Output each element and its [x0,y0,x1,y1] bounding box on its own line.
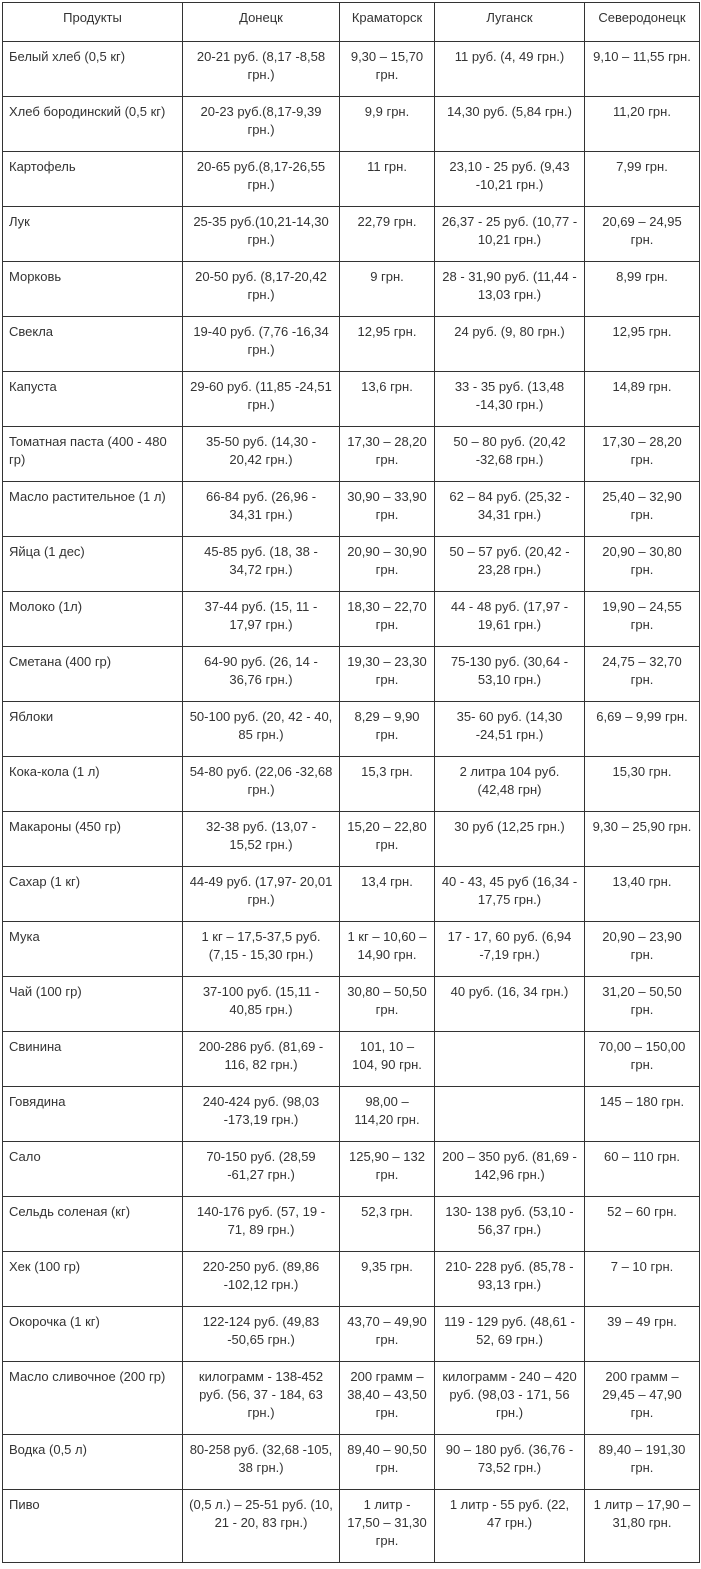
table-row [3,42,700,97]
table-header [3,3,700,42]
cell-donetsk: (0,5 л.) – 25-51 руб. (10, 21 - 20, 83 грн.) [183,1490,340,1563]
cell-lugansk: 1 литр - 55 руб. (22, 47 грн.) [435,1490,585,1563]
cell-product: Чай (100 гр) [3,977,183,1032]
table-row [3,647,700,702]
cell-lugansk: килограмм - 240 – 420 руб. (98,03 - 171, 56 грн.) [435,1362,585,1435]
cell-kramatorsk: 1 кг – 10,60 – 14,90 грн. [340,922,435,977]
cell-severodonetsk: 11,20 грн. [585,97,700,152]
cell-product: Хлеб бородинский (0,5 кг) [3,97,183,152]
table-row [3,1197,700,1252]
table-row [3,1362,700,1435]
cell-lugansk: 28 - 31,90 руб. (11,44 - 13,03 грн.) [435,262,585,317]
header-lugansk: Луганск [435,3,585,42]
cell-severodonetsk: 39 – 49 грн. [585,1307,700,1362]
cell-lugansk: 35- 60 руб. (14,30 -24,51 грн.) [435,702,585,757]
cell-product: Лук [3,207,183,262]
cell-severodonetsk: 7,99 грн. [585,152,700,207]
cell-donetsk: 54-80 руб. (22,06 -32,68 грн.) [183,757,340,812]
cell-kramatorsk: 8,29 – 9,90 грн. [340,702,435,757]
cell-severodonetsk: 20,90 – 23,90 грн. [585,922,700,977]
cell-kramatorsk: 101, 10 – 104, 90 грн. [340,1032,435,1087]
table-row [3,482,700,537]
cell-donetsk: 37-44 руб. (15, 11 - 17,97 грн.) [183,592,340,647]
header-donetsk: Донецк [183,3,340,42]
cell-kramatorsk: 19,30 – 23,30 грн. [340,647,435,702]
table-row [3,1435,700,1490]
cell-lugansk: 24 руб. (9, 80 грн.) [435,317,585,372]
cell-lugansk: 130- 138 руб. (53,10 - 56,37 грн.) [435,1197,585,1252]
cell-severodonetsk: 1 литр – 17,90 – 31,80 грн. [585,1490,700,1563]
cell-lugansk: 210- 228 руб. (85,78 - 93,13 грн.) [435,1252,585,1307]
cell-donetsk: 200-286 руб. (81,69 - 116, 82 грн.) [183,1032,340,1087]
cell-product: Масло сливочное (200 гр) [3,1362,183,1435]
cell-lugansk: 23,10 - 25 руб. (9,43 -10,21 грн.) [435,152,585,207]
cell-lugansk: 50 – 80 руб. (20,42 -32,68 грн.) [435,427,585,482]
price-comparison-table [2,2,700,1563]
cell-product: Макароны (450 гр) [3,812,183,867]
cell-donetsk: 140-176 руб. (57, 19 - 71, 89 грн.) [183,1197,340,1252]
table-row [3,1032,700,1087]
cell-lugansk: 119 - 129 руб. (48,61 - 52, 69 грн.) [435,1307,585,1362]
table-row [3,1087,700,1142]
cell-donetsk: 20-23 руб.(8,17-9,39 грн.) [183,97,340,152]
cell-severodonetsk: 9,30 – 25,90 грн. [585,812,700,867]
cell-severodonetsk: 12,95 грн. [585,317,700,372]
cell-kramatorsk: 22,79 грн. [340,207,435,262]
cell-donetsk: 80-258 руб. (32,68 -105, 38 грн.) [183,1435,340,1490]
cell-donetsk: 70-150 руб. (28,59 -61,27 грн.) [183,1142,340,1197]
cell-lugansk [435,1032,585,1087]
cell-donetsk: 20-50 руб. (8,17-20,42 грн.) [183,262,340,317]
cell-product: Водка (0,5 л) [3,1435,183,1490]
cell-kramatorsk: 98,00 – 114,20 грн. [340,1087,435,1142]
cell-lugansk: 50 – 57 руб. (20,42 - 23,28 грн.) [435,537,585,592]
cell-severodonetsk: 19,90 – 24,55 грн. [585,592,700,647]
cell-lugansk: 40 - 43, 45 руб (16,34 - 17,75 грн.) [435,867,585,922]
table-row [3,97,700,152]
cell-lugansk: 62 – 84 руб. (25,32 - 34,31 грн.) [435,482,585,537]
table-row [3,262,700,317]
table-row [3,1490,700,1563]
table-row [3,537,700,592]
table-row [3,152,700,207]
cell-donetsk: 45-85 руб. (18, 38 - 34,72 грн.) [183,537,340,592]
table-body [3,42,700,1563]
cell-severodonetsk: 7 – 10 грн. [585,1252,700,1307]
cell-product: Хек (100 гр) [3,1252,183,1307]
cell-lugansk: 44 - 48 руб. (17,97 - 19,61 грн.) [435,592,585,647]
cell-product: Капуста [3,372,183,427]
cell-product: Морковь [3,262,183,317]
cell-kramatorsk: 89,40 – 90,50 грн. [340,1435,435,1490]
table-row [3,702,700,757]
cell-product: Свинина [3,1032,183,1087]
table-row [3,812,700,867]
cell-donetsk: 20-65 руб.(8,17-26,55 грн.) [183,152,340,207]
cell-lugansk: 33 - 35 руб. (13,48 -14,30 грн.) [435,372,585,427]
cell-donetsk: 32-38 руб. (13,07 - 15,52 грн.) [183,812,340,867]
cell-donetsk: 64-90 руб. (26, 14 - 36,76 грн.) [183,647,340,702]
cell-lugansk: 26,37 - 25 руб. (10,77 - 10,21 грн.) [435,207,585,262]
header-products: Продукты [3,3,183,42]
cell-kramatorsk: 9,30 – 15,70 грн. [340,42,435,97]
cell-severodonetsk: 89,40 – 191,30 грн. [585,1435,700,1490]
cell-donetsk: 1 кг – 17,5-37,5 руб. (7,15 - 15,30 грн.) [183,922,340,977]
cell-kramatorsk: 20,90 – 30,90 грн. [340,537,435,592]
cell-donetsk: 240-424 руб. (98,03 -173,19 грн.) [183,1087,340,1142]
cell-severodonetsk: 31,20 – 50,50 грн. [585,977,700,1032]
cell-product: Говядина [3,1087,183,1142]
header-row [3,3,700,42]
cell-kramatorsk: 1 литр - 17,50 – 31,30 грн. [340,1490,435,1563]
cell-kramatorsk: 15,3 грн. [340,757,435,812]
cell-kramatorsk: 30,80 – 50,50 грн. [340,977,435,1032]
cell-severodonetsk: 9,10 – 11,55 грн. [585,42,700,97]
cell-severodonetsk: 60 – 110 грн. [585,1142,700,1197]
cell-severodonetsk: 200 грамм – 29,45 – 47,90 грн. [585,1362,700,1435]
table-row [3,207,700,262]
cell-severodonetsk: 8,99 грн. [585,262,700,317]
cell-kramatorsk: 13,4 грн. [340,867,435,922]
cell-lugansk: 17 - 17, 60 руб. (6,94 -7,19 грн.) [435,922,585,977]
cell-product: Томатная паста (400 - 480 гр) [3,427,183,482]
cell-severodonetsk: 13,40 грн. [585,867,700,922]
cell-severodonetsk: 20,90 – 30,80 грн. [585,537,700,592]
table-row [3,427,700,482]
cell-kramatorsk: 9,9 грн. [340,97,435,152]
header-kramatorsk: Краматорск [340,3,435,42]
cell-donetsk: 122-124 руб. (49,83 -50,65 грн.) [183,1307,340,1362]
cell-kramatorsk: 12,95 грн. [340,317,435,372]
cell-kramatorsk: 30,90 – 33,90 грн. [340,482,435,537]
cell-kramatorsk: 15,20 – 22,80 грн. [340,812,435,867]
table-row [3,922,700,977]
cell-severodonetsk: 15,30 грн. [585,757,700,812]
cell-lugansk: 90 – 180 руб. (36,76 - 73,52 грн.) [435,1435,585,1490]
cell-severodonetsk: 14,89 грн. [585,372,700,427]
cell-product: Пиво [3,1490,183,1563]
cell-kramatorsk: 43,70 – 49,90 грн. [340,1307,435,1362]
cell-kramatorsk: 13,6 грн. [340,372,435,427]
cell-kramatorsk: 200 грамм – 38,40 – 43,50 грн. [340,1362,435,1435]
table-row [3,1307,700,1362]
cell-severodonetsk: 70,00 – 150,00 грн. [585,1032,700,1087]
cell-kramatorsk: 18,30 – 22,70 грн. [340,592,435,647]
cell-product: Мука [3,922,183,977]
cell-lugansk: 75-130 руб. (30,64 - 53,10 грн.) [435,647,585,702]
cell-kramatorsk: 52,3 грн. [340,1197,435,1252]
cell-severodonetsk: 6,69 – 9,99 грн. [585,702,700,757]
cell-product: Сахар (1 кг) [3,867,183,922]
table-row [3,977,700,1032]
table-row [3,867,700,922]
cell-donetsk: 35-50 руб. (14,30 - 20,42 грн.) [183,427,340,482]
cell-product: Масло растительное (1 л) [3,482,183,537]
header-severodonetsk: Северодонецк [585,3,700,42]
cell-product: Кока-кола (1 л) [3,757,183,812]
cell-donetsk: 29-60 руб. (11,85 -24,51 грн.) [183,372,340,427]
cell-severodonetsk: 25,40 – 32,90 грн. [585,482,700,537]
cell-product: Сметана (400 гр) [3,647,183,702]
cell-kramatorsk: 17,30 – 28,20 грн. [340,427,435,482]
cell-kramatorsk: 11 грн. [340,152,435,207]
cell-severodonetsk: 17,30 – 28,20 грн. [585,427,700,482]
cell-donetsk: 37-100 руб. (15,11 - 40,85 грн.) [183,977,340,1032]
table-row [3,1252,700,1307]
cell-product: Молоко (1л) [3,592,183,647]
cell-product: Яблоки [3,702,183,757]
cell-lugansk: 14,30 руб. (5,84 грн.) [435,97,585,152]
cell-severodonetsk: 20,69 – 24,95 грн. [585,207,700,262]
cell-donetsk: 44-49 руб. (17,97- 20,01 грн.) [183,867,340,922]
cell-donetsk: 25-35 руб.(10,21-14,30 грн.) [183,207,340,262]
cell-donetsk: 220-250 руб. (89,86 -102,12 грн.) [183,1252,340,1307]
cell-severodonetsk: 24,75 – 32,70 грн. [585,647,700,702]
cell-product: Белый хлеб (0,5 кг) [3,42,183,97]
cell-product: Яйца (1 дес) [3,537,183,592]
table-row [3,317,700,372]
cell-severodonetsk: 145 – 180 грн. [585,1087,700,1142]
table-row [3,592,700,647]
table-row [3,372,700,427]
cell-product: Окорочка (1 кг) [3,1307,183,1362]
cell-lugansk [435,1087,585,1142]
table-row [3,757,700,812]
cell-lugansk: 200 – 350 руб. (81,69 - 142,96 грн.) [435,1142,585,1197]
cell-donetsk: 50-100 руб. (20, 42 - 40, 85 грн.) [183,702,340,757]
table-row [3,1142,700,1197]
cell-product: Сельдь соленая (кг) [3,1197,183,1252]
cell-product: Свекла [3,317,183,372]
cell-donetsk: килограмм - 138-452 руб. (56, 37 - 184, 63 грн.) [183,1362,340,1435]
cell-lugansk: 40 руб. (16, 34 грн.) [435,977,585,1032]
cell-product: Картофель [3,152,183,207]
cell-lugansk: 11 руб. (4, 49 грн.) [435,42,585,97]
cell-lugansk: 30 руб (12,25 грн.) [435,812,585,867]
cell-product: Сало [3,1142,183,1197]
cell-donetsk: 19-40 руб. (7,76 -16,34 грн.) [183,317,340,372]
cell-severodonetsk: 52 – 60 грн. [585,1197,700,1252]
cell-donetsk: 66-84 руб. (26,96 - 34,31 грн.) [183,482,340,537]
cell-kramatorsk: 9,35 грн. [340,1252,435,1307]
cell-donetsk: 20-21 руб. (8,17 -8,58 грн.) [183,42,340,97]
cell-kramatorsk: 125,90 – 132 грн. [340,1142,435,1197]
cell-kramatorsk: 9 грн. [340,262,435,317]
cell-lugansk: 2 литра 104 руб. (42,48 грн) [435,757,585,812]
